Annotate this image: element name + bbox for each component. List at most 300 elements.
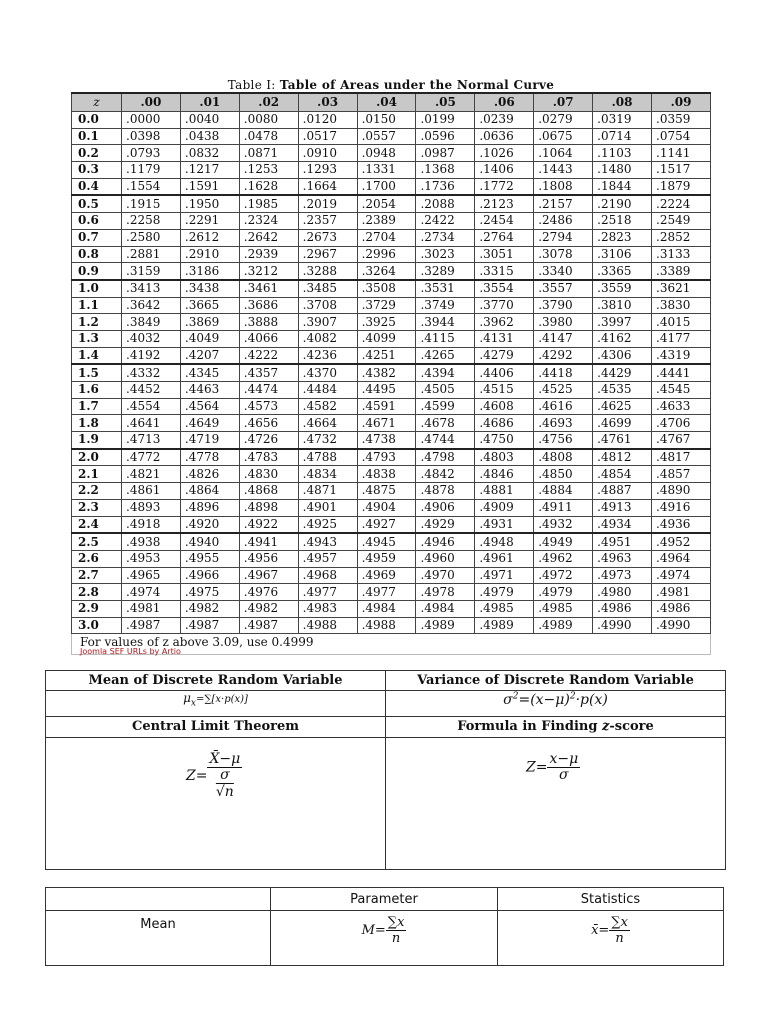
area-cell: .4664 (298, 415, 357, 432)
area-cell: .4932 (534, 516, 593, 533)
area-cell: .4599 (416, 398, 475, 415)
area-cell: .4484 (298, 382, 357, 399)
area-cell: .3642 (122, 297, 181, 314)
area-cell: .2734 (416, 229, 475, 246)
area-cell: .3925 (357, 314, 416, 331)
area-cell: .4989 (534, 617, 593, 634)
clt-den-sqrt: √n (215, 783, 234, 800)
table-row (72, 297, 711, 314)
area-cell: .4943 (298, 533, 357, 550)
area-cell: .3531 (416, 280, 475, 297)
area-cell: .4616 (534, 398, 593, 415)
table-row (72, 145, 711, 162)
clt-den-sigma: σ (220, 766, 230, 783)
area-cell: .4633 (652, 398, 711, 415)
header-col: .08 (593, 93, 652, 112)
z-value-cell: 0.0 (72, 112, 122, 129)
area-cell: .4987 (239, 617, 298, 634)
mean-label: Mean (140, 917, 176, 932)
area-cell: .4984 (416, 600, 475, 617)
area-cell: .1406 (475, 162, 534, 179)
area-cell: .4693 (534, 415, 593, 432)
area-cell: .0438 (180, 128, 239, 145)
area-cell: .4463 (180, 382, 239, 399)
table-row (72, 280, 711, 297)
area-cell: .4984 (357, 600, 416, 617)
area-cell: .4719 (180, 432, 239, 449)
area-cell: .4963 (593, 550, 652, 567)
area-cell: .4861 (122, 483, 181, 500)
area-cell: .2357 (298, 213, 357, 230)
area-cell: .4265 (416, 347, 475, 364)
table-row (72, 516, 711, 533)
zscore-fraction (547, 752, 580, 783)
z-value-cell: 2.7 (72, 567, 122, 584)
mean-sub: x (190, 698, 196, 709)
stat-lhs: x̄= (591, 923, 610, 938)
area-cell: .1700 (357, 178, 416, 195)
area-cell: .0517 (298, 128, 357, 145)
area-cell: .2422 (416, 213, 475, 230)
area-cell: .4649 (180, 415, 239, 432)
header-z: z (72, 93, 122, 112)
area-cell: .0398 (122, 128, 181, 145)
area-cell: .3078 (534, 246, 593, 263)
area-cell: .4959 (357, 550, 416, 567)
table-footer (71, 634, 711, 655)
z-value-cell: 2.0 (72, 449, 122, 466)
area-cell: .4987 (122, 617, 181, 634)
header-col: .03 (298, 93, 357, 112)
table-row (72, 483, 711, 500)
area-cell: .4901 (298, 499, 357, 516)
area-cell: .4916 (652, 499, 711, 516)
area-cell: .4671 (357, 415, 416, 432)
header-col: .02 (239, 93, 298, 112)
area-cell: .4875 (357, 483, 416, 500)
header-col: .01 (180, 93, 239, 112)
area-cell: .2823 (593, 229, 652, 246)
area-cell: .4686 (475, 415, 534, 432)
area-cell: .4990 (593, 617, 652, 634)
area-cell: .2967 (298, 246, 357, 263)
area-cell: .4842 (416, 466, 475, 483)
zscore-formula-cell (386, 737, 726, 869)
zscore-denominator: σ (559, 766, 569, 783)
param-lhs: M= (361, 923, 386, 938)
area-cell: .1628 (239, 178, 298, 195)
z-value-cell: 1.7 (72, 398, 122, 415)
area-cell: .4890 (652, 483, 711, 500)
area-cell: .4812 (593, 449, 652, 466)
area-cell: .2996 (357, 246, 416, 263)
table-row (72, 112, 711, 129)
stat-numerator: ∑x (611, 915, 628, 930)
variance-sup: 2 (512, 691, 519, 702)
area-cell: .4826 (180, 466, 239, 483)
area-cell: .3559 (593, 280, 652, 297)
area-cell: .4177 (652, 330, 711, 347)
area-cell: .4582 (298, 398, 357, 415)
area-cell: .4382 (357, 364, 416, 381)
area-cell: .4976 (239, 584, 298, 601)
area-cell: .1517 (652, 162, 711, 179)
area-cell: .3708 (298, 297, 357, 314)
area-cell: .4970 (416, 567, 475, 584)
table-row (72, 567, 711, 584)
area-cell: .4115 (416, 330, 475, 347)
area-cell: .4953 (122, 550, 181, 567)
area-cell: .4949 (534, 533, 593, 550)
area-cell: .2939 (239, 246, 298, 263)
area-cell: .2190 (593, 195, 652, 212)
area-cell: .2794 (534, 229, 593, 246)
area-cell: .3389 (652, 263, 711, 280)
area-cell: .0832 (180, 145, 239, 162)
area-cell: .1026 (475, 145, 534, 162)
area-cell: .4788 (298, 449, 357, 466)
area-cell: .2673 (298, 229, 357, 246)
area-cell: .4955 (180, 550, 239, 567)
area-cell: .2019 (298, 195, 357, 212)
table-row (72, 415, 711, 432)
z-value-cell: 0.9 (72, 263, 122, 280)
area-cell: .4982 (239, 600, 298, 617)
area-cell: .4608 (475, 398, 534, 415)
area-cell: .0080 (239, 112, 298, 129)
area-cell: .4967 (239, 567, 298, 584)
footer-link[interactable]: Joomla SEF URLs by Artio (80, 647, 181, 657)
area-cell: .4798 (416, 449, 475, 466)
zscore-header (386, 717, 726, 737)
area-cell: .1879 (652, 178, 711, 195)
area-cell: .0319 (593, 112, 652, 129)
area-cell: .4192 (122, 347, 181, 364)
area-cell: .4778 (180, 449, 239, 466)
area-cell: .2518 (593, 213, 652, 230)
area-cell: .4946 (416, 533, 475, 550)
z-value-cell: 2.5 (72, 533, 122, 550)
area-cell: .3023 (416, 246, 475, 263)
table-row (72, 382, 711, 399)
area-cell: .4913 (593, 499, 652, 516)
area-cell: .4406 (475, 364, 534, 381)
param-fraction (386, 915, 407, 946)
area-cell: .3106 (593, 246, 652, 263)
area-cell: .3686 (239, 297, 298, 314)
area-cell: .1331 (357, 162, 416, 179)
area-cell: .4990 (652, 617, 711, 634)
variance-formula (503, 692, 608, 708)
area-cell: .2881 (122, 246, 181, 263)
area-cell: .4641 (122, 415, 181, 432)
param-numerator: ∑x (387, 915, 405, 930)
area-cell: .2852 (652, 229, 711, 246)
area-cell: .4969 (357, 567, 416, 584)
area-cell: .4706 (652, 415, 711, 432)
table-row (72, 347, 711, 364)
area-cell: .4881 (475, 483, 534, 500)
area-cell: .3461 (239, 280, 298, 297)
area-cell: .0478 (239, 128, 298, 145)
variance-rhs-a: =(x−μ) (518, 691, 570, 708)
area-cell: .4904 (357, 499, 416, 516)
area-cell: .3186 (180, 263, 239, 280)
area-cell: .4964 (652, 550, 711, 567)
table-body (72, 112, 711, 634)
area-cell: .4418 (534, 364, 593, 381)
area-cell: .4927 (357, 516, 416, 533)
area-cell: .4808 (534, 449, 593, 466)
area-cell: .1179 (122, 162, 181, 179)
mean-row-label (46, 911, 271, 966)
area-cell: .4974 (122, 584, 181, 601)
area-cell: .4332 (122, 364, 181, 381)
area-cell: .1103 (593, 145, 652, 162)
area-cell: .3849 (122, 314, 181, 331)
area-cell: .4591 (357, 398, 416, 415)
area-cell: .4545 (652, 382, 711, 399)
area-cell: .4918 (122, 516, 181, 533)
area-cell: .4162 (593, 330, 652, 347)
area-cell: .2123 (475, 195, 534, 212)
area-cell: .0793 (122, 145, 181, 162)
area-cell: .4978 (416, 584, 475, 601)
area-cell: .0948 (357, 145, 416, 162)
area-cell: .1844 (593, 178, 652, 195)
area-cell: .4505 (416, 382, 475, 399)
variance-formula-cell (386, 691, 726, 717)
area-cell: .4871 (298, 483, 357, 500)
area-cell: .4767 (652, 432, 711, 449)
area-cell: .3830 (652, 297, 711, 314)
clt-numerator: X̄−μ (209, 750, 241, 767)
statistics-header: Statistics (498, 888, 724, 911)
area-cell: .1217 (180, 162, 239, 179)
area-cell: .4525 (534, 382, 593, 399)
z-value-cell: 0.1 (72, 128, 122, 145)
area-cell: .0910 (298, 145, 357, 162)
area-cell: .3508 (357, 280, 416, 297)
area-cell: .3790 (534, 297, 593, 314)
area-cell: .2258 (122, 213, 181, 230)
area-cell: .4864 (180, 483, 239, 500)
area-cell: .4834 (298, 466, 357, 483)
z-value-cell: 0.2 (72, 145, 122, 162)
area-cell: .0359 (652, 112, 711, 129)
z-value-cell: 0.4 (72, 178, 122, 195)
area-cell: .4207 (180, 347, 239, 364)
header-col: .04 (357, 93, 416, 112)
area-cell: .4979 (534, 584, 593, 601)
area-cell: .4922 (239, 516, 298, 533)
area-cell: .3438 (180, 280, 239, 297)
statistics-formula-cell (498, 911, 724, 966)
area-cell: .0279 (534, 112, 593, 129)
area-cell: .4887 (593, 483, 652, 500)
area-cell: .4793 (357, 449, 416, 466)
clt-denominator (214, 768, 236, 800)
area-cell: .4838 (357, 466, 416, 483)
area-cell: .3770 (475, 297, 534, 314)
area-cell: .4830 (239, 466, 298, 483)
formula-table (45, 670, 726, 870)
area-cell: .1443 (534, 162, 593, 179)
mean-formula (183, 691, 248, 709)
area-cell: .4817 (652, 449, 711, 466)
z-value-cell: 0.8 (72, 246, 122, 263)
area-cell: .3365 (593, 263, 652, 280)
header-col: .09 (652, 93, 711, 112)
area-cell: .4968 (298, 567, 357, 584)
area-cell: .4066 (239, 330, 298, 347)
area-cell: .4911 (534, 499, 593, 516)
z-value-cell: 1.5 (72, 364, 122, 381)
area-cell: .4934 (593, 516, 652, 533)
z-value-cell: 2.1 (72, 466, 122, 483)
area-cell: .4985 (534, 600, 593, 617)
area-cell: .3340 (534, 263, 593, 280)
area-cell: .4535 (593, 382, 652, 399)
variance-rhs-sup: 2 (569, 691, 576, 702)
mean-header: Mean of Discrete Random Variable (46, 671, 386, 691)
zscore-formula (386, 738, 725, 783)
area-cell: .4678 (416, 415, 475, 432)
area-cell: .1480 (593, 162, 652, 179)
area-cell: .4474 (239, 382, 298, 399)
area-cell: .3810 (593, 297, 652, 314)
z-value-cell: 0.3 (72, 162, 122, 179)
statistics-formula (498, 911, 723, 946)
area-cell: .3869 (180, 314, 239, 331)
area-cell: .2612 (180, 229, 239, 246)
table-row (72, 314, 711, 331)
area-cell: .1368 (416, 162, 475, 179)
area-cell: .4972 (534, 567, 593, 584)
z-value-cell: 0.5 (72, 195, 122, 212)
area-cell: .4515 (475, 382, 534, 399)
area-cell: .3051 (475, 246, 534, 263)
area-cell: .3264 (357, 263, 416, 280)
zscore-header-prefix: Formula in Finding (457, 719, 602, 735)
parameter-header: Parameter (271, 888, 498, 911)
area-cell: .1915 (122, 195, 181, 212)
header-col: .05 (416, 93, 475, 112)
area-cell: .4982 (180, 600, 239, 617)
area-cell: .4750 (475, 432, 534, 449)
area-cell: .4032 (122, 330, 181, 347)
table-row (72, 550, 711, 567)
area-cell: .4279 (475, 347, 534, 364)
area-cell: .0040 (180, 112, 239, 129)
area-cell: .4222 (239, 347, 298, 364)
area-cell: .4925 (298, 516, 357, 533)
table-row (72, 533, 711, 550)
area-cell: .4357 (239, 364, 298, 381)
area-cell: .4973 (593, 567, 652, 584)
area-cell: .2486 (534, 213, 593, 230)
parameter-formula-cell (271, 911, 498, 966)
table-row (72, 499, 711, 516)
area-cell: .4699 (593, 415, 652, 432)
area-cell: .3962 (475, 314, 534, 331)
area-cell: .2157 (534, 195, 593, 212)
area-cell: .4966 (180, 567, 239, 584)
table-row (72, 432, 711, 449)
z-value-cell: 0.6 (72, 213, 122, 230)
area-cell: .4971 (475, 567, 534, 584)
param-denominator: n (391, 931, 401, 946)
area-cell: .2580 (122, 229, 181, 246)
area-cell: .3997 (593, 314, 652, 331)
zscore-header-suffix: -score (609, 719, 654, 735)
area-cell: .0557 (357, 128, 416, 145)
parameter-formula (271, 911, 497, 946)
z-value-cell: 2.3 (72, 499, 122, 516)
area-cell: .0871 (239, 145, 298, 162)
area-cell: .4732 (298, 432, 357, 449)
area-cell: .4961 (475, 550, 534, 567)
header-col: .07 (534, 93, 593, 112)
mean-rhs: =∑[x·p(x)] (195, 694, 248, 706)
area-cell: .3665 (180, 297, 239, 314)
area-cell: .1808 (534, 178, 593, 195)
area-cell: .4909 (475, 499, 534, 516)
table-row (72, 162, 711, 179)
z-value-cell: 1.8 (72, 415, 122, 432)
footer-note: For values of z above 3.09, use 0.4999 (80, 635, 314, 650)
area-cell: .3980 (534, 314, 593, 331)
area-cell: .4898 (239, 499, 298, 516)
z-value-cell: 2.9 (72, 600, 122, 617)
area-cell: .4986 (652, 600, 711, 617)
area-cell: .4893 (122, 499, 181, 516)
area-cell: .4979 (475, 584, 534, 601)
area-cell: .2642 (239, 229, 298, 246)
area-cell: .0199 (416, 112, 475, 129)
area-cell: .1664 (298, 178, 357, 195)
area-cell: .2224 (652, 195, 711, 212)
table-row (72, 263, 711, 280)
area-cell: .2088 (416, 195, 475, 212)
area-cell: .0987 (416, 145, 475, 162)
area-cell: .4980 (593, 584, 652, 601)
area-cell: .4929 (416, 516, 475, 533)
area-cell: .4948 (475, 533, 534, 550)
area-cell: .3485 (298, 280, 357, 297)
area-cell: .2454 (475, 213, 534, 230)
area-cell: .4441 (652, 364, 711, 381)
param-header-empty (46, 888, 271, 911)
area-cell: .4951 (593, 533, 652, 550)
area-cell: .4761 (593, 432, 652, 449)
z-value-cell: 1.3 (72, 330, 122, 347)
area-cell: .3315 (475, 263, 534, 280)
area-cell: .3557 (534, 280, 593, 297)
area-cell: .4920 (180, 516, 239, 533)
zscore-lhs: Z= (526, 759, 548, 776)
area-cell: .4319 (652, 347, 711, 364)
area-cell: .4821 (122, 466, 181, 483)
area-cell: .2291 (180, 213, 239, 230)
table-title (71, 78, 711, 92)
table-row (72, 600, 711, 617)
table-row (72, 195, 711, 212)
area-cell: .4945 (357, 533, 416, 550)
area-cell: .2704 (357, 229, 416, 246)
variance-rhs-b: ·p(x) (575, 691, 608, 708)
area-cell: .1736 (416, 178, 475, 195)
